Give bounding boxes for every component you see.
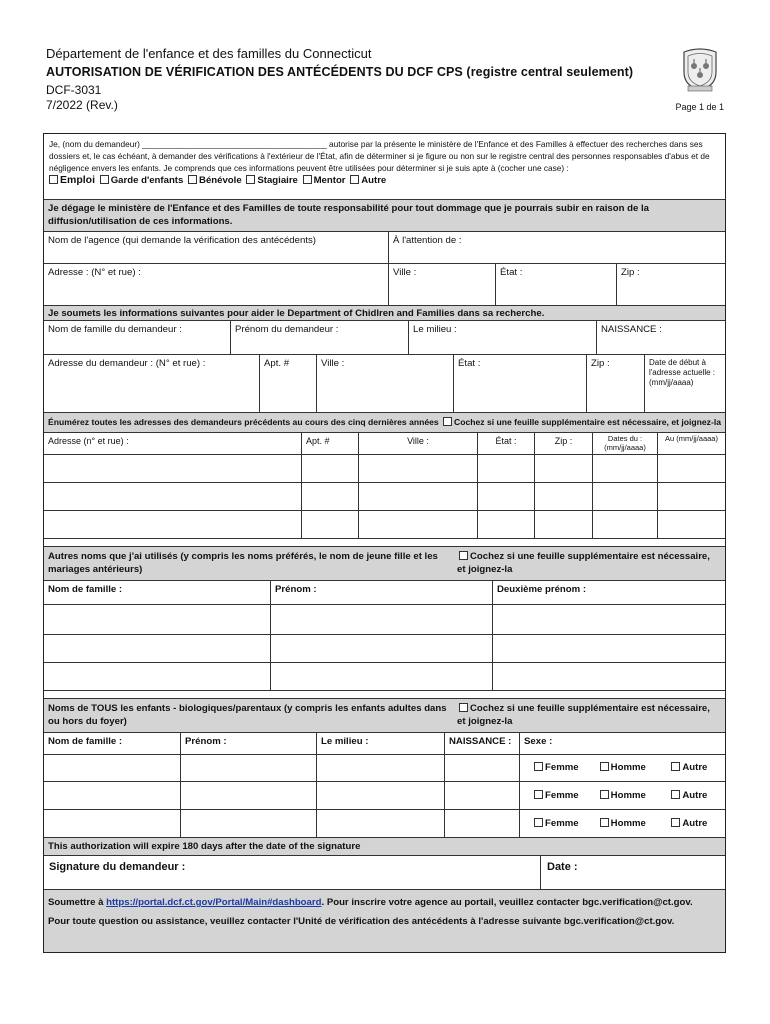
submit-instructions: Soumettre à https://portal.dcf.ct.gov/Portal/Main#dashboard. Pour inscrire votre agence au portail, veuillez contacter bgc.verification@ct.gov. <box>48 897 693 908</box>
form-number: DCF-3031 <box>46 83 102 97</box>
other-names-extra-sheet-checkbox[interactable] <box>459 551 468 560</box>
previous-addresses-title: Énumérez toutes les adresses des demandeurs précédents au cours des cinq dernières années <box>48 417 439 427</box>
expiry-notice: This authorization will expire 180 days after the date of the signature <box>44 838 725 855</box>
prev-address-header: Adresse (n° et rue) : <box>44 433 302 454</box>
previous-addresses-heading <box>44 413 725 432</box>
department-name: Département de l'enfance et des familles du Connecticut <box>46 46 372 61</box>
other-sex-checkbox[interactable] <box>671 790 680 799</box>
childcare-label: Garde d'enfants <box>110 175 184 187</box>
mentor-checkbox[interactable] <box>303 175 312 184</box>
previous-extra-sheet-checkbox[interactable] <box>443 417 452 426</box>
child-sex-options: Femme Homme Autre <box>520 810 725 837</box>
other-last-name-header: Nom de famille : <box>44 581 271 604</box>
date-field[interactable] <box>541 856 725 889</box>
other-sex-checkbox[interactable] <box>671 762 680 771</box>
male-checkbox[interactable] <box>600 790 609 799</box>
applicant-birth-field[interactable] <box>597 321 725 354</box>
intro-section <box>44 134 725 200</box>
applicant-middle-label: Le milieu : <box>413 324 457 335</box>
volunteer-checkbox[interactable] <box>188 175 197 184</box>
applicant-address-field[interactable] <box>44 355 260 412</box>
purpose-options <box>49 175 720 187</box>
intern-checkbox[interactable] <box>246 175 255 184</box>
female-checkbox[interactable] <box>534 790 543 799</box>
agency-state-label: État : <box>500 267 523 278</box>
agency-address-label: Adresse : (N° et rue) : <box>48 267 141 278</box>
children-extra-sheet-label: Cochez si une feuille supplémentaire est nécessaire, et joignez-la <box>457 703 710 727</box>
intern-label: Stagiaire <box>257 175 298 187</box>
female-checkbox[interactable] <box>534 762 543 771</box>
applicant-first-name-field[interactable] <box>231 321 409 354</box>
employment-label: Emploi <box>60 174 96 187</box>
applicant-last-name-field[interactable] <box>44 321 231 354</box>
applicant-city-label: Ville : <box>321 358 345 369</box>
table-row <box>44 782 725 810</box>
table-row <box>44 483 725 511</box>
employment-checkbox[interactable] <box>49 175 58 184</box>
prev-from-header: Dates du : (mm/jj/aaaa) <box>593 433 658 454</box>
male-checkbox[interactable] <box>600 818 609 827</box>
portal-link[interactable]: https://portal.dcf.ct.gov/Portal/Main#dashboard <box>106 897 322 908</box>
prev-apt-header: Apt. # <box>302 433 359 454</box>
other-names-extra-sheet-label: Cochez si une feuille supplémentaire est nécessaire, et joignez-la <box>457 551 710 575</box>
childcare-checkbox[interactable] <box>100 175 109 184</box>
applicant-start-date-label: Date de début à l'adresse actuelle : (mm/jj/aaaa) <box>649 358 716 387</box>
applicant-apt-field[interactable] <box>260 355 317 412</box>
other-checkbox[interactable] <box>350 175 359 184</box>
prev-state-header: État : <box>478 433 535 454</box>
children-extra-sheet-checkbox[interactable] <box>459 703 468 712</box>
child-first-name-header: Prénom : <box>181 733 317 754</box>
agency-state-field[interactable] <box>496 264 617 305</box>
female-checkbox[interactable] <box>534 818 543 827</box>
child-sex-options: Femme Homme Autre <box>520 755 725 781</box>
other-names-title: Autres noms que j'ai utilisés (y compris les noms préférés, le nom de jeune fille et les mariages antérieurs) <box>48 551 438 575</box>
intro-text: Je, (nom du demandeur) ________________________________________ autorise par la présente le ministère de l'Enfance et des Familles à effectuer des recherches dans ses dossiers et, le cas échéant, à demander des vérifications à l'extérieur de l'État, afin de déterminer si je figure ou non sur le registre central des personnes responsables d'abus et de négligence envers les enfants. Je comprends que ces informations peuvent être utilisées pour déterminer si je suis apte à (cocher une case) : <box>49 139 710 173</box>
other-names-heading <box>44 547 725 580</box>
applicant-apt-label: Apt. # <box>264 358 290 369</box>
prev-city-header: Ville : <box>359 433 478 454</box>
form-title: AUTORISATION DE VÉRIFICATION DES ANTÉCÉDENTS DU DCF CPS (registre central seulement) <box>46 65 634 79</box>
form-revision: 7/2022 (Rev.) <box>46 98 118 112</box>
male-checkbox[interactable] <box>600 762 609 771</box>
children-title: Noms de TOUS les enfants - biologiques/parentaux (y compris les enfants adultes dans ou hors du foyer) <box>48 703 447 727</box>
child-middle-header: Le milieu : <box>317 733 445 754</box>
child-birth-header: NAISSANCE : <box>445 733 520 754</box>
applicant-heading: Je soumets les informations suivantes pour aider le Department of Chidlren and Families dans sa recherche. <box>44 306 725 320</box>
applicant-state-field[interactable] <box>454 355 587 412</box>
date-label: Date : <box>547 861 578 873</box>
signature-field[interactable] <box>44 856 541 889</box>
applicant-zip-label: Zip : <box>591 358 610 369</box>
attention-field[interactable] <box>389 232 725 263</box>
applicant-first-name-label: Prénom du demandeur : <box>235 324 339 335</box>
volunteer-label: Bénévole <box>199 175 242 187</box>
applicant-start-date-field[interactable] <box>645 355 725 412</box>
signature-label: Signature du demandeur : <box>49 861 186 873</box>
child-last-name-header: Nom de famille : <box>44 733 181 754</box>
authorization-form <box>43 133 726 953</box>
applicant-city-field[interactable] <box>317 355 454 412</box>
footer-instructions <box>44 890 725 952</box>
agency-zip-field[interactable] <box>617 264 725 305</box>
applicant-address-label: Adresse du demandeur : (N° et rue) : <box>48 358 206 369</box>
other-label: Autre <box>361 175 387 187</box>
applicant-middle-field[interactable] <box>409 321 597 354</box>
agency-address-field[interactable] <box>44 264 389 305</box>
children-heading <box>44 699 725 732</box>
other-first-name-header: Prénom : <box>271 581 493 604</box>
table-row <box>44 605 725 635</box>
release-statement: Je dégage le ministère de l'Enfance et des Familles de toute responsabilité pour tout dommage que je pourrais subir en raison de la diffusion/utilisation de ces informations. <box>44 200 725 231</box>
prev-zip-header: Zip : <box>535 433 593 454</box>
state-seal-icon <box>678 46 722 92</box>
applicant-birth-label: NAISSANCE : <box>601 324 662 335</box>
child-sex-options: Femme Homme Autre <box>520 782 725 809</box>
table-row <box>44 755 725 782</box>
previous-extra-sheet-label: Cochez si une feuille supplémentaire est nécessaire, et joignez-la <box>454 417 721 427</box>
attention-label: À l'attention de : <box>393 235 462 246</box>
applicant-last-name-label: Nom de famille du demandeur : <box>48 324 182 335</box>
table-row <box>44 810 725 838</box>
agency-city-field[interactable] <box>389 264 496 305</box>
agency-name-field[interactable] <box>44 232 389 263</box>
other-sex-checkbox[interactable] <box>671 818 680 827</box>
other-middle-name-header: Deuxième prénom : <box>497 584 587 595</box>
table-row <box>44 511 725 539</box>
table-row <box>44 635 725 663</box>
agency-zip-label: Zip : <box>621 267 640 278</box>
agency-name-label: Nom de l'agence (qui demande la vérification des antécédents) <box>48 235 316 246</box>
form-header <box>46 44 736 124</box>
table-row <box>44 455 725 483</box>
page-number: Page 1 de 1 <box>675 102 724 112</box>
agency-city-label: Ville : <box>393 267 417 278</box>
mentor-label: Mentor <box>313 175 346 187</box>
applicant-zip-field[interactable] <box>587 355 645 412</box>
table-row <box>44 663 725 691</box>
child-sex-header: Sexe : <box>524 736 553 747</box>
applicant-state-label: État : <box>458 358 481 369</box>
contact-instructions: Pour toute question ou assistance, veuillez contacter l'Unité de vérification des antécédents à l'adresse suivante bgc.verification@ct.gov. <box>48 916 675 927</box>
prev-to-header: Au (mm/jj/aaaa) <box>665 434 718 443</box>
